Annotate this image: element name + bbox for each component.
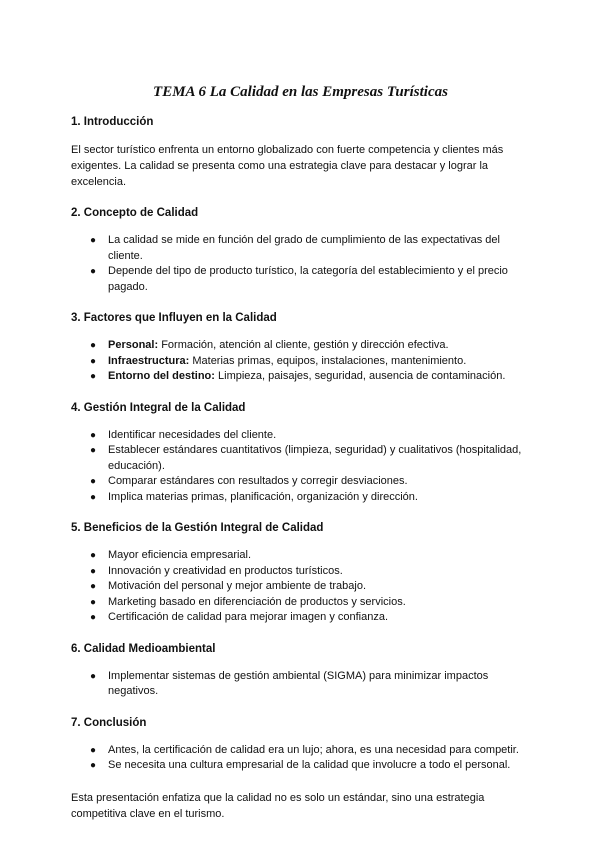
list-item-text: Innovación y creatividad en productos turísticos. xyxy=(108,564,343,577)
bullet-icon: ● xyxy=(90,760,97,771)
factor-text: Limpieza, paisajes, seguridad, ausencia de contaminación. xyxy=(214,370,506,382)
list-item-text: Establecer estándares cuantitativos (limpieza, seguridad) y cualitativos (hospitalidad, educación). xyxy=(108,444,522,472)
list-item-text: Identificar necesidades del cliente. xyxy=(108,428,277,441)
list-item-text: Antes, la certificación de calidad era un lujo; ahora, es una necesidad para competir. xyxy=(108,743,519,756)
section-heading-beneficios: 5. Beneficios de la Gestión Integral de Calidad xyxy=(71,522,324,534)
bullet-icon: ● xyxy=(90,596,97,608)
list-item xyxy=(90,428,530,444)
bullet-icon: ● xyxy=(90,355,97,367)
bullet-icon: ● xyxy=(90,235,97,246)
list-item xyxy=(90,443,530,474)
bullet-icon: ● xyxy=(90,550,97,561)
list-item-text: Depende del tipo de producto turístico, la categoría del establecimiento y el precio pagado. xyxy=(108,265,508,293)
bullet-icon: ● xyxy=(90,670,97,682)
list-item xyxy=(90,233,530,264)
section-heading-introduccion: 1. Introducción xyxy=(71,116,154,128)
list-item xyxy=(90,369,530,385)
list-item xyxy=(90,490,530,506)
beneficios-list xyxy=(71,548,530,626)
section-heading-conclusion: 7. Conclusión xyxy=(71,716,147,729)
list-item-text: Motivación del personal y mejor ambiente de trabajo. xyxy=(108,580,367,592)
bullet-icon: ● xyxy=(90,340,97,351)
conclusion-list xyxy=(71,743,530,774)
section-heading-medioambiental: 6. Calidad Medioambiental xyxy=(71,642,216,655)
list-item xyxy=(90,743,530,759)
bullet-icon: ● xyxy=(90,429,97,441)
bullet-icon: ● xyxy=(90,565,97,577)
list-item-text: Implica materias primas, planificación, organización y dirección. xyxy=(108,490,418,503)
medioambiental-list xyxy=(71,669,530,700)
factor-label: Infraestructura: xyxy=(108,354,190,367)
intro-paragraph: El sector turístico enfrenta un entorno globalizado con fuerte competencia y clientes más exigentes. La calidad se presenta como una estrategia clave para destacar y lograr la excelencia. xyxy=(71,144,504,188)
list-item xyxy=(90,669,530,700)
bullet-icon: ● xyxy=(90,612,97,623)
list-item xyxy=(90,595,530,611)
bullet-icon: ● xyxy=(90,445,97,456)
section-heading-factores: 3. Factores que Influyen en la Calidad xyxy=(71,312,277,324)
factores-list xyxy=(71,338,530,385)
list-item xyxy=(90,579,530,595)
list-item xyxy=(90,264,530,295)
gestion-list xyxy=(71,428,530,506)
list-item xyxy=(90,474,530,490)
bullet-icon: ● xyxy=(90,491,97,503)
list-item-text: Implementar sistemas de gestión ambiental (SIGMA) para minimizar impactos negativos. xyxy=(108,669,489,697)
list-item-text: Comparar estándares con resultados y corregir desviaciones. xyxy=(108,475,408,487)
bullet-icon: ● xyxy=(90,744,97,756)
bullet-icon: ● xyxy=(90,266,97,277)
bullet-icon: ● xyxy=(90,371,97,382)
section-heading-gestion: 4. Gestión Integral de la Calidad xyxy=(71,401,246,414)
list-item-text: Mayor eficiencia empresarial. xyxy=(108,549,252,561)
list-item xyxy=(90,548,530,564)
list-item xyxy=(90,610,530,626)
bullet-icon: ● xyxy=(90,581,97,592)
closing-paragraph: Esta presentación enfatiza que la calidad no es solo un estándar, sino una estrategia competitiva clave en el turismo. xyxy=(71,791,485,820)
list-item-text: Se necesita una cultura empresarial de la calidad que involucre a todo el personal. xyxy=(108,759,511,771)
list-item-text: Marketing basado en diferenciación de productos y servicios. xyxy=(108,595,406,608)
factor-text: Formación, atención al cliente, gestión y dirección efectiva. xyxy=(158,339,449,351)
list-item xyxy=(90,758,530,774)
concepto-list xyxy=(71,233,530,295)
bullet-icon: ● xyxy=(90,476,97,487)
list-item-text: La calidad se mide en función del grado de cumplimiento de las expectativas del cliente. xyxy=(108,234,500,262)
section-heading-concepto: 2. Concepto de Calidad xyxy=(71,207,199,219)
factor-text: Materias primas, equipos, instalaciones, mantenimiento. xyxy=(189,354,467,367)
factor-label: Entorno del destino: xyxy=(108,370,215,382)
list-item xyxy=(90,564,530,580)
factor-label: Personal: xyxy=(108,339,159,351)
list-item-text: Certificación de calidad para mejorar imagen y confianza. xyxy=(108,611,389,623)
list-item xyxy=(90,354,530,370)
document-title: TEMA 6 La Calidad en las Empresas Turísticas xyxy=(153,84,448,100)
list-item xyxy=(90,338,530,354)
